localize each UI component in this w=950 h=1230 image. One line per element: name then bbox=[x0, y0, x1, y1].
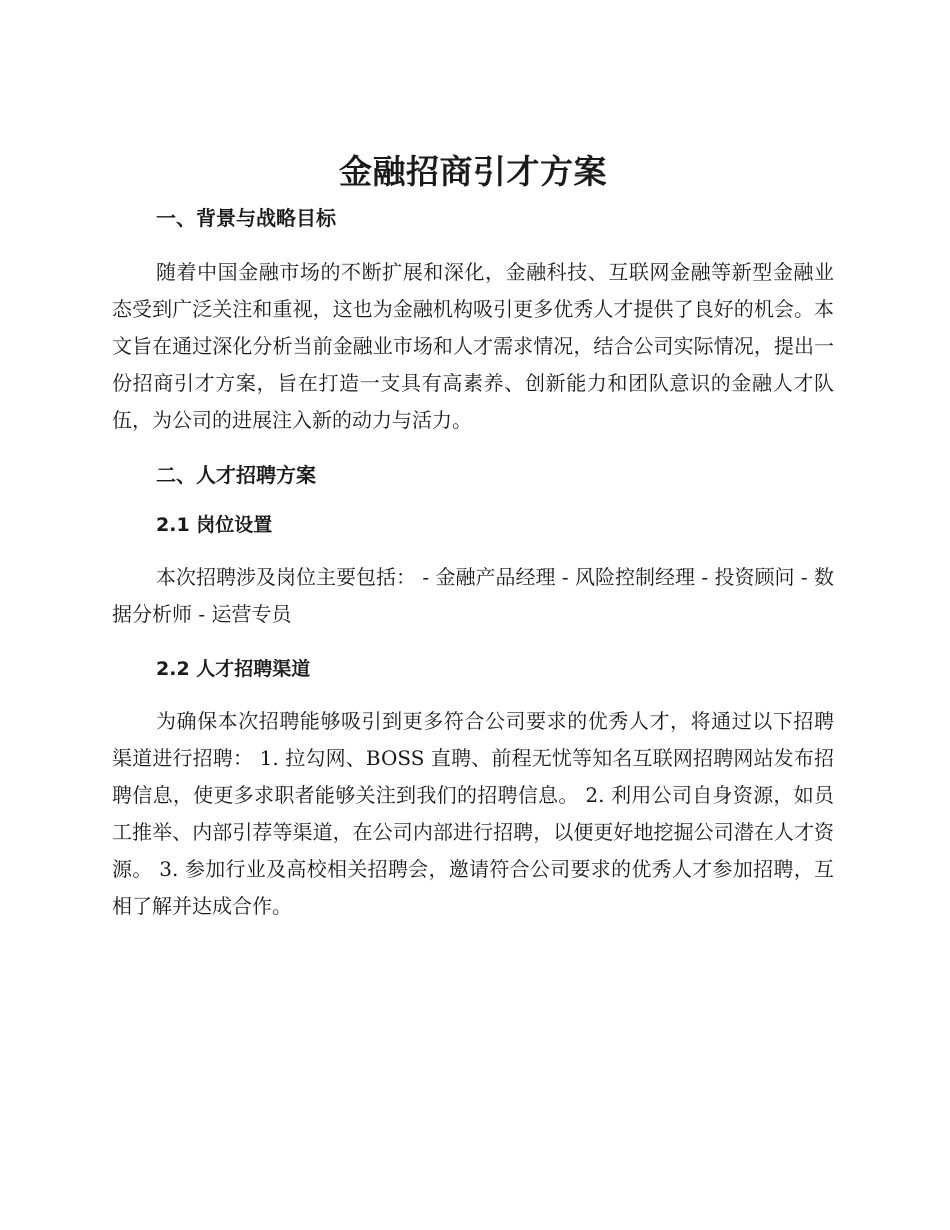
background-paragraph: 随着中国金融市场的不断扩展和深化，金融科技、互联网金融等新型金融业态受到广泛关注和重视，这也为金融机构吸引更多优秀人才提供了良好的机会。本文旨在通过深化分析当前金融业市场和人才需求情况，结合公司实际情况，提出一份招商引才方案，旨在打造一支具有高素养、创新能力和团队意识的金融人才队伍，为公司的进展注入新的动力与活力。 bbox=[112, 260, 834, 432]
document-title: 金融招商引才方案 bbox=[339, 152, 607, 191]
subsection-heading-channels: 2.2 人才招聘渠道 bbox=[156, 658, 311, 680]
subsection-heading-positions: 2.1 岗位设置 bbox=[156, 514, 273, 536]
positions-paragraph: 本次招聘涉及岗位主要包括： - 金融产品经理 - 风险控制经理 - 投资顾问 - 数据分析师 - 运营专员 bbox=[112, 565, 834, 626]
document-page bbox=[112, 150, 834, 947]
channels-paragraph: 为确保本次招聘能够吸引到更多符合公司要求的优秀人才，将通过以下招聘渠道进行招聘： 1. 拉勾网、BOSS 直聘、前程无忧等知名互联网招聘网站发布招聘信息，使更多求职者能够关注到我们的招聘信息。 2. 利用公司自身资源，如员工推举、内部引荐等渠道，在公司内部进行招聘，以便更好地挖掘公司潜在人才资源。 3. 参加行业及高校相关招聘会，邀请符合公司要求的优秀人才参加招聘，互相了解并达成合作。 bbox=[112, 709, 834, 918]
section-heading-recruitment: 二、人才招聘方案 bbox=[156, 463, 316, 487]
section-heading-background: 一、背景与战略目标 bbox=[156, 206, 336, 230]
